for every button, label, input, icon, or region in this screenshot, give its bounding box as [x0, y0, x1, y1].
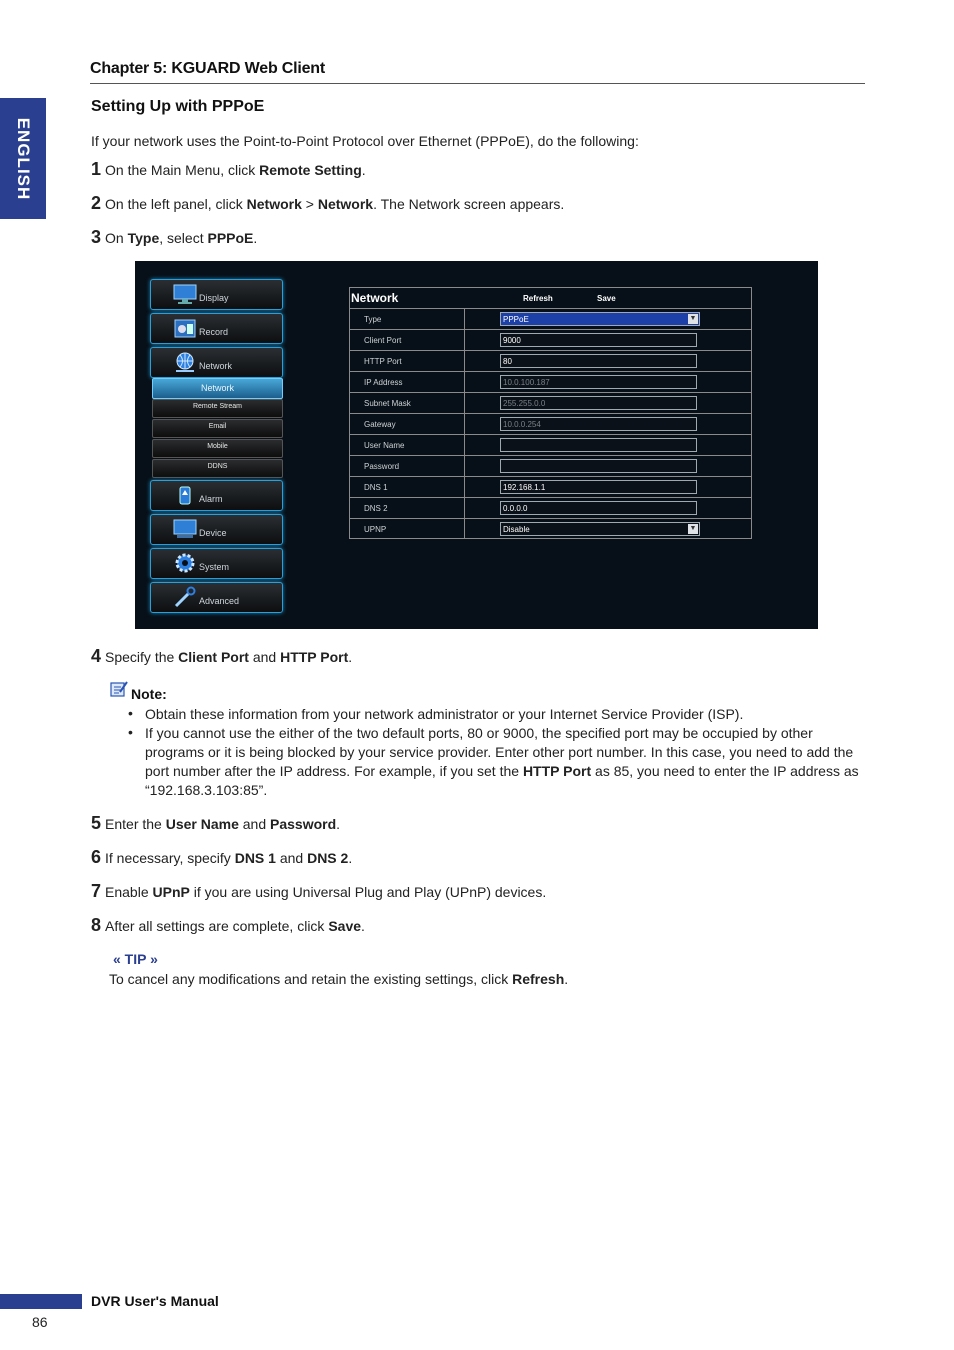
- page-number: 86: [32, 1314, 48, 1330]
- field-label: Password: [364, 462, 400, 471]
- menu-device-button[interactable]: Device: [150, 514, 283, 545]
- menu-display-button[interactable]: Display: [150, 279, 283, 310]
- field-value: 10.0.100.187: [503, 378, 550, 387]
- field-value: 192.168.1.1: [503, 483, 546, 492]
- field-value: 9000: [503, 336, 521, 345]
- field-value: PPPoE: [503, 315, 529, 324]
- field-value: Disable: [503, 525, 530, 534]
- dvr-menu-panel: [147, 277, 287, 612]
- column-divider: [464, 498, 465, 518]
- form-row: [350, 309, 751, 330]
- step-8: 8 After all settings are complete, click Save.: [91, 915, 365, 935]
- footer-manual-title: DVR User's Manual: [91, 1293, 219, 1309]
- refresh-button[interactable]: Refresh: [523, 294, 553, 303]
- field-input[interactable]: [500, 459, 697, 473]
- column-divider: [464, 519, 465, 539]
- column-divider: [464, 372, 465, 392]
- step-5: 5 Enter the User Name and Password.: [91, 813, 341, 833]
- submenu-email[interactable]: Email: [152, 419, 283, 438]
- field-label: Type: [364, 315, 382, 324]
- field-input[interactable]: [500, 501, 697, 515]
- language-tab-label: ENGLISH: [14, 117, 33, 200]
- submenu-remote-stream[interactable]: Remote Stream: [152, 399, 283, 418]
- field-label: HTTP Port: [364, 357, 402, 366]
- note-title: Note:: [131, 686, 167, 702]
- field-label: DNS 2: [364, 504, 388, 513]
- field-input[interactable]: [500, 480, 697, 494]
- submenu-network[interactable]: Network: [152, 378, 283, 399]
- tools-icon: [173, 586, 197, 608]
- chevron-down-icon[interactable]: ▼: [689, 525, 697, 532]
- chapter-title: Chapter 5: KGUARD Web Client: [90, 60, 326, 77]
- chevron-down-icon[interactable]: ▼: [689, 315, 697, 322]
- note-bullet-marker: •: [128, 724, 133, 740]
- form-header: [350, 288, 751, 309]
- field-label: IP Address: [364, 378, 403, 387]
- field-label: Gateway: [364, 420, 396, 429]
- field-label: User Name: [364, 441, 405, 450]
- field-label: Client Port: [364, 336, 402, 345]
- header-rule: [90, 83, 865, 84]
- device-icon: [173, 518, 197, 540]
- step-1: 1 On the Main Menu, click Remote Setting.: [91, 159, 366, 179]
- column-divider: [464, 435, 465, 455]
- field-input[interactable]: [500, 354, 697, 368]
- column-divider: [464, 330, 465, 350]
- monitor-icon: [173, 283, 197, 305]
- menu-network-button[interactable]: Network: [150, 347, 283, 378]
- globe-icon: [173, 351, 197, 373]
- column-divider: [464, 414, 465, 434]
- language-tab: [0, 98, 46, 219]
- column-divider: [464, 456, 465, 476]
- field-label: DNS 1: [364, 483, 388, 492]
- step-4: 4 Specify the Client Port and HTTP Port.: [91, 646, 353, 666]
- form-row: [350, 393, 751, 414]
- field-input[interactable]: [500, 438, 697, 452]
- step-2: 2 On the left panel, click Network > Network. The Network screen appears.: [91, 193, 565, 213]
- column-divider: [464, 393, 465, 413]
- form-row: [350, 414, 751, 435]
- submenu-mobile[interactable]: Mobile: [152, 439, 283, 458]
- column-divider: [464, 477, 465, 497]
- column-divider: [464, 309, 465, 329]
- form-row: [350, 351, 751, 372]
- field-label: UPNP: [364, 525, 387, 534]
- field-label: Subnet Mask: [364, 399, 411, 408]
- gear-icon: [173, 552, 197, 574]
- step-3: 3 On Type, select PPPoE.: [91, 227, 258, 247]
- step-6: 6 If necessary, specify DNS 1 and DNS 2.: [91, 847, 353, 867]
- field-select[interactable]: [500, 312, 700, 326]
- menu-record-button[interactable]: Record: [150, 313, 283, 344]
- intro-text: If your network uses the Point-to-Point Protocol over Ethernet (PPPoE), do the following:: [91, 133, 639, 149]
- field-input[interactable]: [500, 417, 697, 431]
- note-bullet-2: If you cannot use the either of the two default ports, 80 or 9000, the specified port may be occupied by other programs or it is being blocked by your service provider. Enter other port number. In this case, you need to add the port number after the IP address. For example, if you set the HTTP Port as 85, you need to enter the IP address as “192.168.3.103:85”.: [145, 725, 859, 798]
- column-divider: [464, 351, 465, 371]
- form-row: [350, 519, 751, 539]
- field-value: 80: [503, 357, 512, 366]
- tip-title: « TIP »: [113, 951, 158, 967]
- record-icon: [173, 317, 197, 339]
- form-row: [350, 330, 751, 351]
- submenu-ddns[interactable]: DDNS: [152, 459, 283, 478]
- tip-text: To cancel any modifications and retain the existing settings, click Refresh.: [109, 971, 569, 987]
- form-row: [350, 456, 751, 477]
- field-input[interactable]: [500, 375, 697, 389]
- field-input[interactable]: [500, 333, 697, 347]
- form-row: [350, 372, 751, 393]
- form-row: [350, 435, 751, 456]
- field-value: 10.0.0.254: [503, 420, 541, 429]
- note-bullet-1: Obtain these information from your network administrator or your Internet Service Provider (ISP).: [145, 706, 744, 722]
- menu-system-button[interactable]: System: [150, 548, 283, 579]
- alarm-icon: [173, 484, 197, 506]
- form-title: Network: [351, 291, 399, 305]
- field-value: 0.0.0.0: [503, 504, 528, 513]
- network-screenshot: [135, 261, 818, 629]
- network-form: [349, 287, 752, 539]
- step-7: 7 Enable UPnP if you are using Universal Plug and Play (UPnP) devices.: [91, 881, 547, 901]
- section-title: Setting Up with PPPoE: [91, 98, 265, 115]
- menu-alarm-button[interactable]: Alarm: [150, 480, 283, 511]
- field-select[interactable]: [500, 522, 700, 536]
- note-bullet-marker: •: [128, 705, 133, 721]
- note-icon: [109, 680, 129, 698]
- footer-bar: [0, 1294, 82, 1309]
- menu-advanced-button[interactable]: Advanced: [150, 582, 283, 613]
- form-row: [350, 477, 751, 498]
- field-input[interactable]: [500, 396, 697, 410]
- form-row: [350, 498, 751, 519]
- save-button[interactable]: Save: [597, 294, 616, 303]
- field-value: 255.255.0.0: [503, 399, 546, 408]
